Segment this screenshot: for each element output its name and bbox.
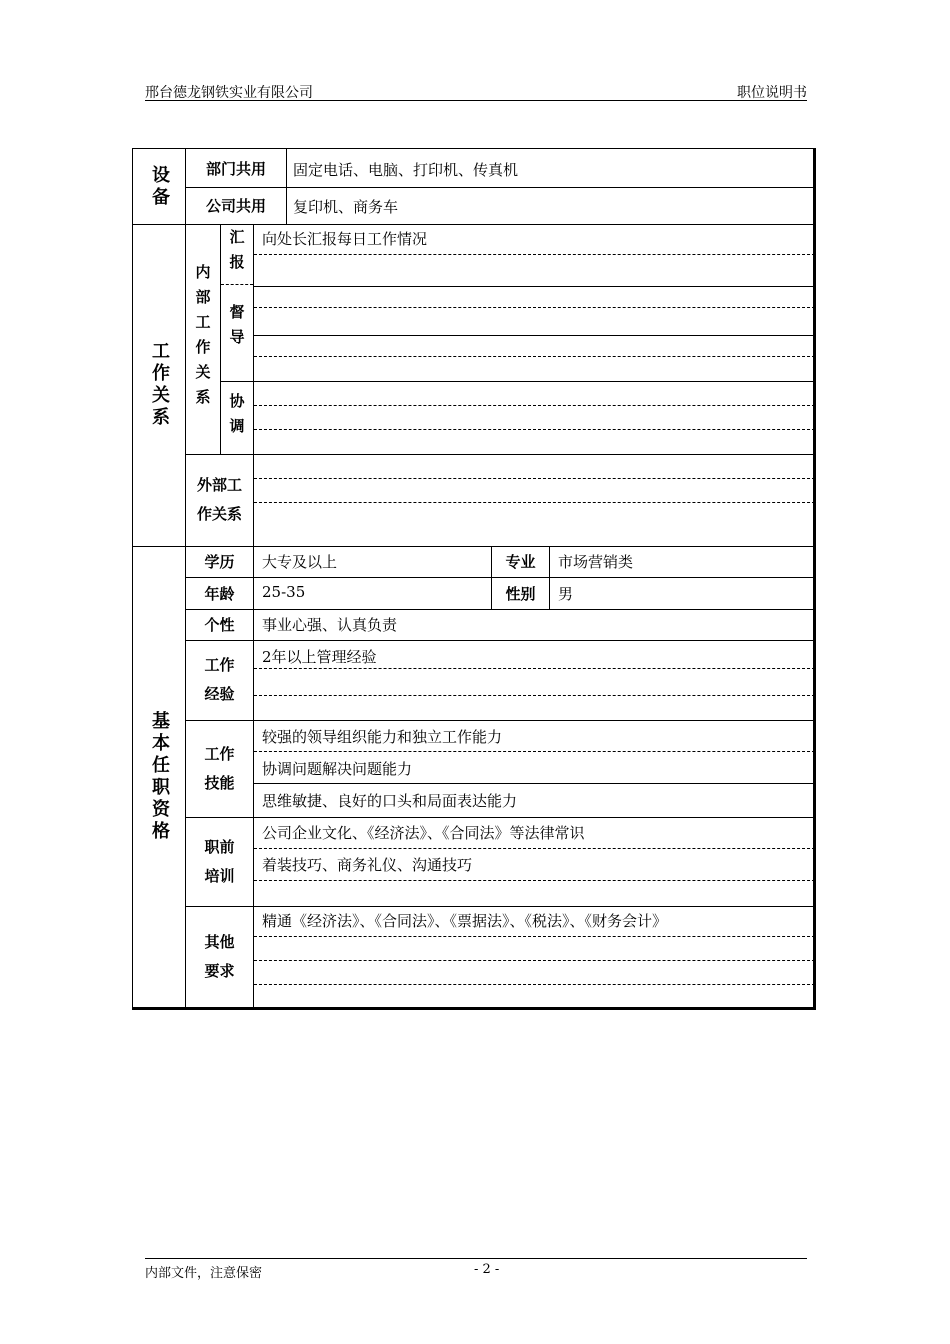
gender-label: 性别 — [505, 584, 536, 603]
major-label: 专业 — [505, 553, 536, 571]
document-type: 职位说明书 — [737, 85, 807, 101]
coordinate-label: 协调 — [227, 392, 246, 443]
training-label — [186, 817, 253, 906]
age-label: 年龄 — [204, 584, 235, 603]
dashed-line — [254, 751, 815, 752]
major-value: 市场营销类 — [558, 553, 634, 571]
company-name: 邢台德龙钢铁实业有限公司 — [145, 85, 313, 101]
experience-label-line2: 经验 — [204, 685, 235, 703]
dashed-divider — [221, 284, 253, 285]
dashed-line — [254, 880, 815, 881]
divider — [254, 783, 815, 784]
job-description-table — [132, 148, 816, 1010]
other-label-line1: 其他 — [204, 932, 235, 951]
skills-label-line1: 工作 — [204, 744, 235, 763]
dashed-line — [254, 478, 815, 479]
skill-item: 协调问题解决问题能力 — [262, 760, 413, 778]
relations-title: 工作关系 — [149, 341, 170, 429]
dashed-line — [254, 984, 815, 985]
other-label-line2: 要求 — [204, 961, 235, 980]
dashed-line — [254, 356, 815, 357]
divider — [186, 640, 815, 641]
confidential-note: 内部文件，注意保密 — [145, 1266, 263, 1281]
skills-label-line2: 技能 — [204, 773, 235, 792]
header-rule — [145, 100, 807, 101]
report-label: 汇报 — [227, 229, 246, 279]
training-label-line1: 职前 — [204, 837, 235, 856]
report-value: 向处长汇报每日工作情况 — [262, 230, 428, 248]
divider — [186, 454, 815, 455]
education-value: 大专及以上 — [262, 553, 338, 571]
divider — [254, 286, 815, 287]
experience-label-line1: 工作 — [204, 656, 235, 674]
other-label — [186, 906, 253, 1007]
internal-relations-label: 内部工作关系 — [193, 264, 212, 414]
divider — [186, 817, 815, 818]
company-shared-value: 复印机、商务车 — [293, 198, 399, 216]
dashed-line — [254, 502, 815, 503]
footer-rule — [145, 1258, 807, 1259]
experience-value: 2年以上管理经验 — [262, 648, 377, 666]
divider — [186, 720, 815, 721]
dashed-line — [254, 307, 815, 308]
other-value: 精通《经济法》、《合同法》、《票据法》、《税法》、《财务会计》 — [262, 912, 668, 930]
equipment-title: 设备 — [149, 164, 170, 209]
dashed-line — [254, 848, 815, 849]
education-label: 学历 — [204, 553, 235, 571]
dashed-line — [254, 429, 815, 430]
skill-item: 思维敏捷、良好的口头和局面表达能力 — [262, 792, 518, 810]
dashed-line — [254, 405, 815, 406]
page-number: - 2 - — [474, 1262, 500, 1277]
divider — [254, 335, 815, 336]
personality-label: 个性 — [204, 616, 235, 634]
divider — [186, 609, 815, 610]
dashed-line — [254, 668, 815, 669]
divider — [254, 381, 815, 382]
divider — [253, 224, 254, 1007]
experience-label — [186, 640, 253, 720]
skill-item: 较强的领导组织能力和独立工作能力 — [262, 728, 503, 746]
dashed-line — [254, 695, 815, 696]
dashed-line — [254, 936, 815, 937]
external-relations-text: 外部工作关系 — [196, 476, 242, 523]
supervise-label: 督导 — [227, 304, 246, 354]
dept-shared-label: 部门共用 — [205, 159, 266, 178]
training-item: 着装技巧、商务礼仪、沟通技巧 — [262, 856, 473, 874]
gender-value: 男 — [558, 585, 574, 603]
dashed-line — [254, 254, 815, 255]
training-label-line2: 培训 — [204, 866, 235, 885]
divider — [186, 906, 815, 907]
company-shared-label: 公司共用 — [205, 197, 266, 215]
dept-shared-value: 固定电话、电脑、打印机、传真机 — [293, 161, 519, 179]
age-value: 25-35 — [262, 583, 306, 601]
training-item: 公司企业文化、《经济法》、《合同法》等法律常识 — [262, 824, 585, 842]
personality-value: 事业心强、认真负责 — [262, 616, 398, 634]
external-relations-label — [186, 454, 253, 546]
qualifications-title: 基本任职资格 — [149, 710, 170, 843]
dashed-line — [254, 960, 815, 961]
skills-label — [186, 720, 253, 817]
